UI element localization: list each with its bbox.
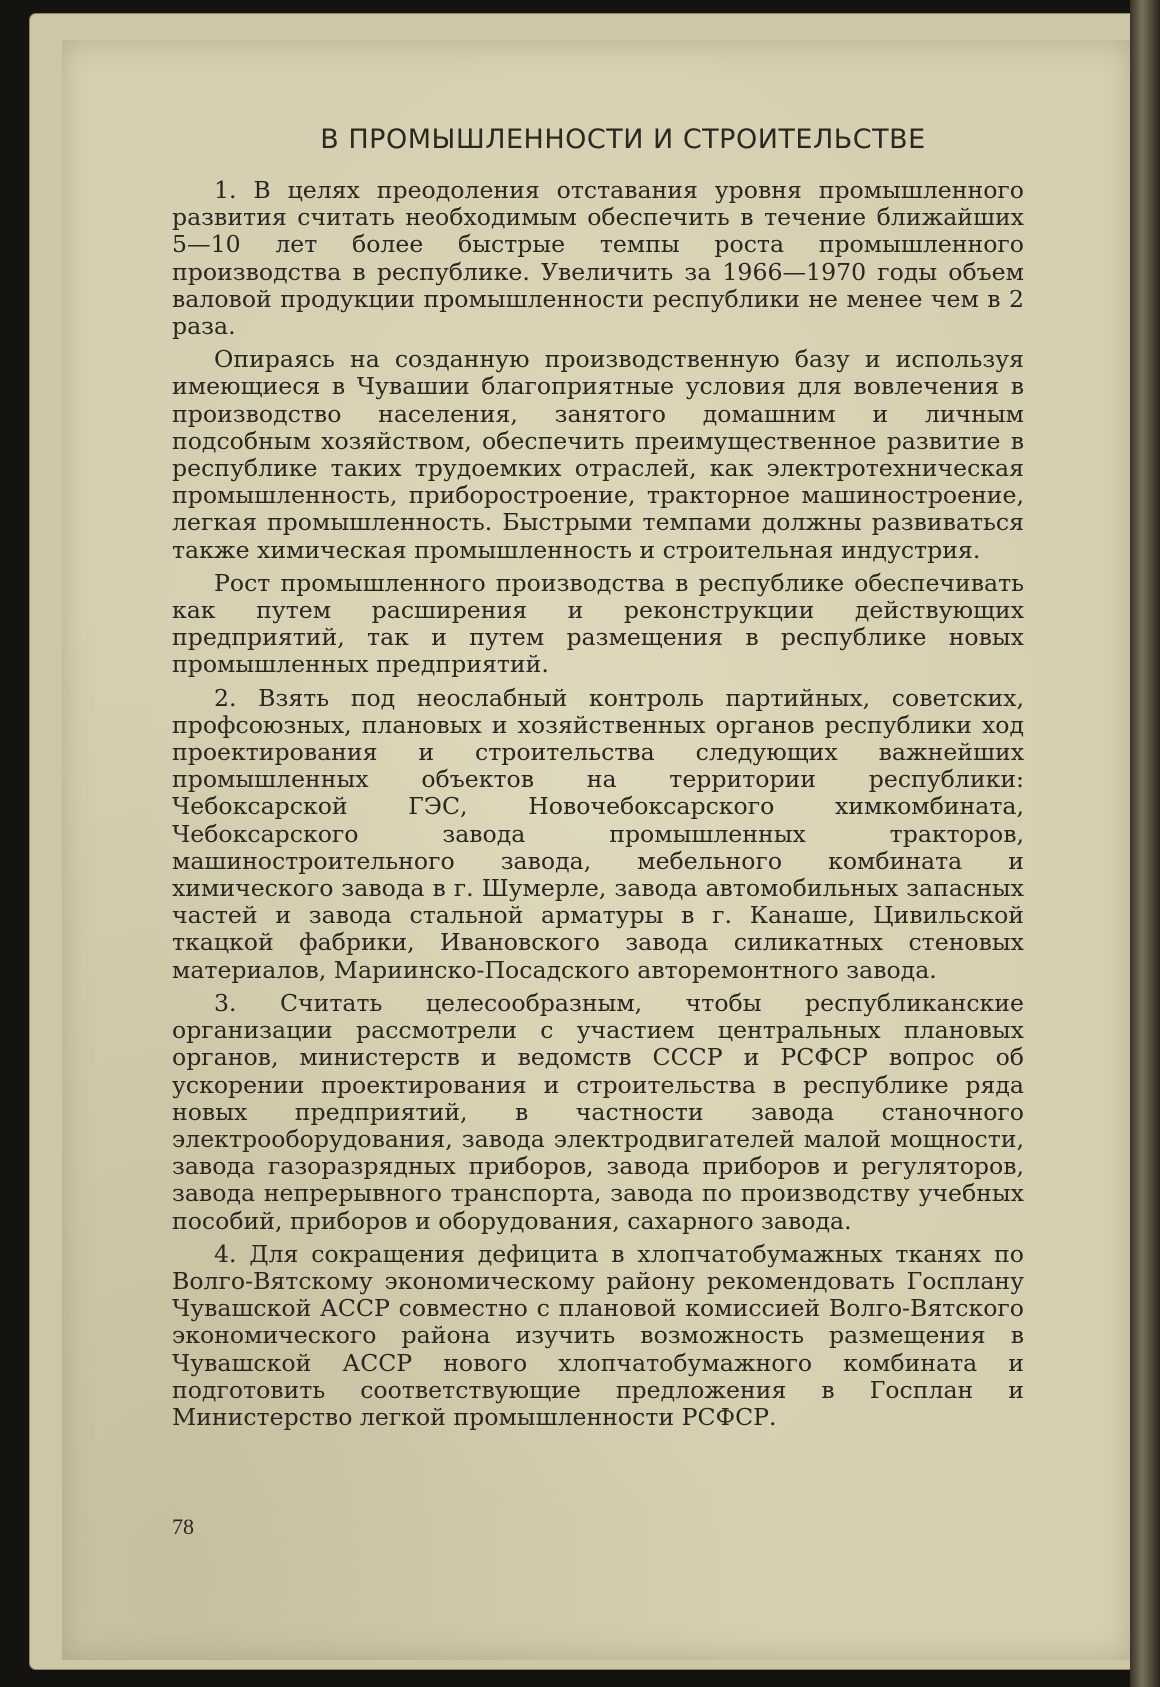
page-content bbox=[172, 124, 1024, 1437]
paragraph-1: 1. В целях преодоления отставания уровня промышленного развития считать необходимым обеспечить в течение ближайших 5—10 лет более быстрые темпы роста промышленного производства в республике. Увеличить за 1966—1970 годы объем валовой продукции промышленности республики не менее чем в 2 раза. bbox=[172, 176, 1024, 341]
paragraph-3: Рост промышленного производства в республике обеспечивать как путем расширения и реконструкции действующих предприятий, так и путем размещения в республике новых промышленных предприятий. bbox=[172, 568, 1024, 679]
book-binding bbox=[1130, 0, 1160, 1687]
paragraph-6: 4. Для сокращения дефицита в хлопчатобумажных тканях по Волго-Вятскому экономическому району рекомендовать Госплану Чувашской АССР совместно с плановой комиссией Волго-Вятского экономического района изучить возможность размещения в Чувашской АССР нового хлопчатобумажного комбината и подготовить соответствующие предложения в Госплан и Министерство легкой промышленности РСФСР. bbox=[172, 1239, 1024, 1431]
page-number: 78 bbox=[172, 1514, 194, 1539]
paragraph-4: 2. Взять под неослабный контроль партийных, советских, профсоюзных, плановых и хозяйственных органов республики ход проектирования и строительства следующих важнейших промышленных объектов на территории республики: Чебоксарской ГЭС, Новочебоксарского химкомбината, Чебоксарского завода промышленных тракторов, машиностроительного завода, мебельного комбината и химического завода в г. Шумерле, завода автомобильных запасных частей и завода стальной арматуры в г. Канаше, Цивильской ткацкой фабрики, Ивановского завода силикатных стеновых материалов, Мариинско-Посадского авторемонтного завода. bbox=[172, 683, 1024, 984]
paragraph-5: 3. Считать целесообразным, чтобы республиканские организации рассмотрели с участием центральных плановых органов, министерств и ведомств СССР и РСФСР вопрос об ускорении проектирования и строительства в республике ряда новых предприятий, в частности завода станочного электрооборудования, завода электродвигателей малой мощности, завода газоразрядных приборов, завода приборов и регуляторов, завода непрерывного транспорта, завода по производству учебных пособий, приборов и оборудования, сахарного завода. bbox=[172, 988, 1024, 1235]
paragraph-2: Опираясь на созданную производственную базу и используя имеющиеся в Чувашии благоприятные условия для вовлечения в производство населения, занятого домашним и личным подсобным хозяйством, обеспечить преимущественное развитие в республике таких трудоемких отраслей, как электротехническая промышленность, приборостроение, тракторное машиностроение, легкая промышленность. Быстрыми темпами должны развиваться также химическая промышленность и строительная индустрия. bbox=[172, 345, 1024, 564]
section-heading: В ПРОМЫШЛЕННОСТИ И СТРОИТЕЛЬСТВЕ bbox=[320, 124, 926, 155]
